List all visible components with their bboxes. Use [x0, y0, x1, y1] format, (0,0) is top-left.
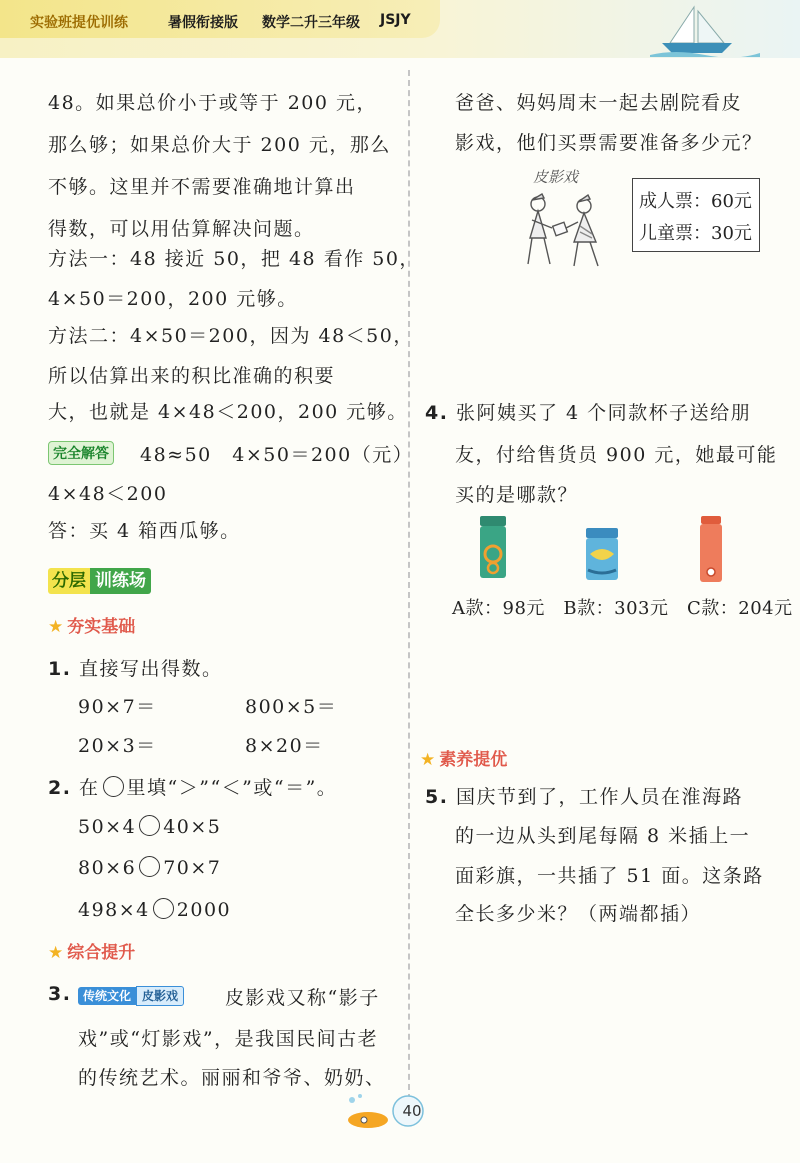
q5-line-3: 面彩旗，一共插了 51 面。这条路 [455, 865, 764, 887]
cup-a-icon [478, 514, 508, 580]
q2-item-3-right: 2000 [176, 899, 232, 921]
question-4-number: 4. [425, 402, 449, 424]
question-4-line-1 [425, 398, 751, 425]
answer-line-2: 4×48＜200 [48, 483, 168, 505]
question-2-number: 2. [48, 777, 72, 799]
shadow-puppet-caption: 皮影戏 [533, 168, 579, 186]
solution-line-6: 4×50＝200，200 元够。 [48, 288, 298, 310]
q4-line-2: 友，付给售货员 900 元，她最可能 [455, 444, 778, 466]
question-1-number: 1. [48, 658, 72, 680]
q1-item-1: 90×7＝ [78, 696, 157, 718]
adult-ticket-price: 成人票：60元 [639, 191, 752, 212]
section-title [48, 566, 151, 591]
q1-item-4: 8×20＝ [245, 735, 324, 757]
q5-line-4: 全长多少米？（两端都插） [455, 903, 702, 925]
subsection-advanced-label: 综合提升 [67, 943, 136, 963]
answer-line-1: 48≈50 4×50＝200（元） [140, 444, 414, 466]
q1-item-2: 800×5＝ [245, 696, 338, 718]
question-5-number: 5. [425, 786, 449, 808]
solution-line-9: 大，也就是 4×48＜200，200 元够。 [48, 401, 408, 423]
solution-line-8: 所以估算出来的积比准确的积要 [48, 365, 336, 387]
question-1 [48, 654, 223, 681]
q3-line-3: 的传统艺术。丽丽和爷爷、奶奶、 [78, 1067, 386, 1089]
culture-tag-main: 传统文化 [78, 987, 136, 1005]
q2-item-3 [78, 898, 231, 921]
q3-cont-line-1: 爸爸、妈妈周末一起去剧院看皮 [455, 92, 743, 114]
section-title-b: 训练场 [90, 568, 151, 594]
solution-line-7: 方法二：4×50＝200，因为 48＜50， [48, 325, 414, 347]
star-icon: ★ [48, 617, 64, 637]
q2-item-2-left: 80×6 [78, 857, 137, 879]
answer-circle-icon [103, 776, 124, 797]
q2-item-1 [78, 815, 221, 838]
star-icon: ★ [48, 943, 64, 963]
solution-line-2: 那么够；如果总价大于 200 元，那么 [48, 134, 391, 156]
subsection-enrich-label: 素养提优 [439, 750, 508, 770]
page-number: 40 [402, 1102, 422, 1120]
subsection-advanced [48, 938, 135, 963]
question-5-line-1 [425, 782, 743, 809]
q4-line-1-text: 张阿姨买了 4 个同款杯子送给朋 [456, 402, 752, 424]
solution-line-1: 48。如果总价小于或等于 200 元， [48, 92, 378, 114]
book-edition: 暑假衔接版 [168, 15, 238, 31]
sailboat-icon [650, 5, 760, 57]
q2-item-1-circle[interactable] [139, 815, 160, 836]
page-header [0, 0, 800, 58]
subsection-basic-label: 夯实基础 [67, 617, 136, 637]
column-divider [408, 70, 410, 1100]
section-title-a: 分层 [48, 568, 90, 594]
answer-badge: 完全解答 [48, 441, 114, 465]
question-3-number: 3. [48, 983, 72, 1005]
book-brand: 实验班提优训练 [30, 15, 128, 31]
q5-line-1-text: 国庆节到了，工作人员在淮海路 [456, 786, 744, 808]
star-icon: ★ [420, 750, 436, 770]
book-code: JSJY [380, 12, 411, 28]
q3-line-2: 戏”或“灯影戏”，是我国民间古老 [78, 1028, 379, 1050]
child-ticket-price: 儿童票：30元 [639, 223, 752, 244]
q3-cont-line-2: 影戏，他们买票需要准备多少元？ [455, 132, 763, 154]
question-2-text-a: 在 [79, 777, 100, 799]
cup-c-icon [697, 514, 725, 584]
q2-item-1-left: 50×4 [78, 816, 137, 838]
q2-item-1-right: 40×5 [163, 816, 222, 838]
solution-line-4: 得数，可以用估算解决问题。 [48, 218, 315, 240]
subsection-basic [48, 612, 135, 637]
cup-b-icon [584, 526, 620, 582]
q2-item-2-right: 70×7 [163, 857, 222, 879]
q4-cup-options: A款：98元 B款：303元 C款：204元 [452, 598, 793, 619]
q4-line-3: 买的是哪款？ [455, 484, 579, 506]
question-1-text: 直接写出得数。 [79, 658, 223, 680]
ticket-price-box [632, 178, 760, 252]
q2-item-3-circle[interactable] [153, 898, 174, 919]
question-2-text-b: 里填“＞”“＜”或“＝”。 [126, 777, 338, 799]
q1-item-3: 20×3＝ [78, 735, 157, 757]
question-2 [48, 773, 337, 800]
q2-item-2 [78, 856, 221, 879]
culture-tag [78, 987, 184, 1004]
q5-line-2: 的一边从头到尾每隔 8 米插上一 [455, 825, 751, 847]
shadow-puppet-illustration [518, 190, 610, 270]
book-subject: 数学二升三年级 [262, 15, 360, 31]
answer-line-3: 答：买 4 箱西瓜够。 [48, 520, 241, 542]
culture-tag-sub: 皮影戏 [136, 986, 184, 1006]
solution-line-3: 不够。这里并不需要准确地计算出 [48, 176, 356, 198]
q2-item-2-circle[interactable] [139, 856, 160, 877]
question-3-number-line [48, 983, 71, 1005]
q3-line-1: 皮影戏又称“影子 [225, 987, 380, 1009]
solution-line-5: 方法一：48 接近 50，把 48 看作 50， [48, 248, 420, 270]
q2-item-3-left: 498×4 [78, 899, 150, 921]
subsection-enrich [420, 745, 507, 770]
